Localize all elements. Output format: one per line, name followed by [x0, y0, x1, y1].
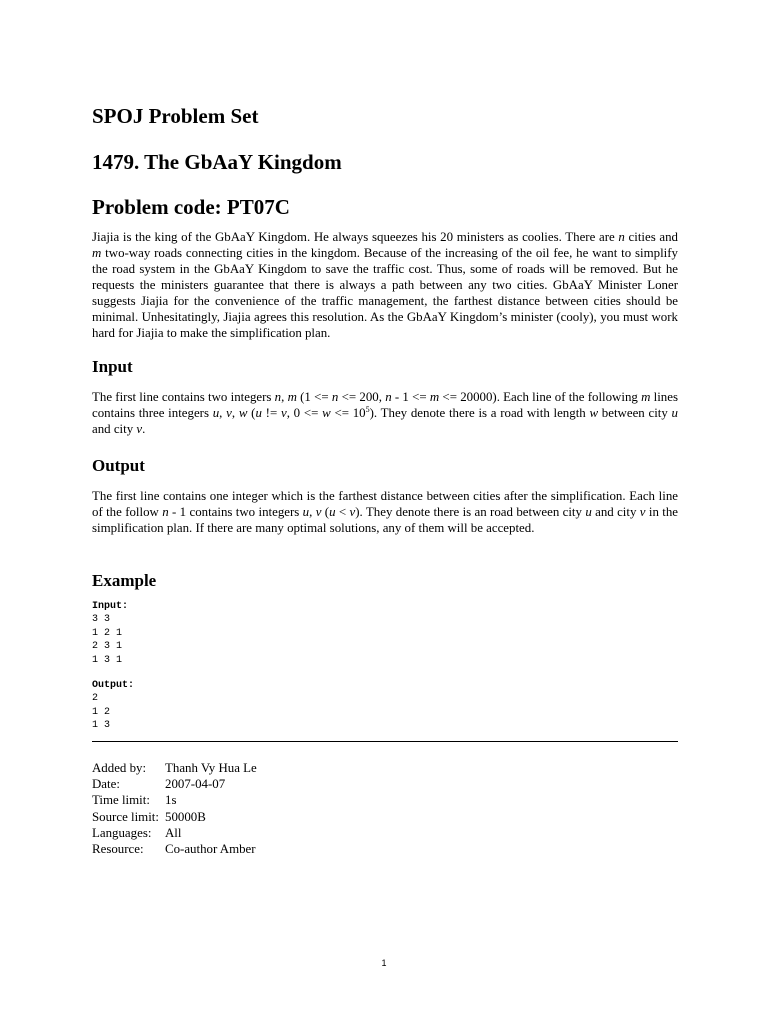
horizontal-divider: [92, 741, 678, 742]
meta-key: Added by:: [92, 761, 147, 775]
meta-value: 50000B: [165, 809, 206, 824]
example-input-line: 1 2 1: [92, 627, 123, 639]
meta-value: 2007-04-07: [165, 777, 226, 792]
example-input-line: 1 3 1: [92, 654, 123, 666]
example-input-label: Input:: [92, 601, 129, 612]
problem-title: 1479. The GbAaY Kingdom: [92, 150, 342, 174]
meta-row-languages: [92, 825, 257, 841]
meta-key: Source limit:: [92, 809, 159, 824]
meta-key: Languages:: [92, 825, 152, 840]
problem-code: Problem code: PT07C: [92, 195, 290, 219]
meta-row-resource: [92, 841, 257, 857]
example-input-block: [92, 600, 128, 667]
meta-value: Thanh Vy Hua Le: [165, 761, 257, 775]
example-output-line: 1 3: [92, 720, 111, 732]
example-output-block: [92, 679, 134, 733]
problem-set-title: SPOJ Problem Set: [92, 104, 259, 128]
problem-statement: Jiajia is the king of the GbAaY Kingdom. He always squeezes his 20 ministers as coolies. There are n cities and m two-way roads connecting cities in the kingdom. Because of the increasing of the oil fee, he want to simplify the road system in the GbAaY Kingdom to save the traffic cost. Thus, some of roads will be removed. But he requests the ministers guarantee that there is always a path between any two cities. GbAaY Minister Loner suggests Jiajia for the convenience of the traffic management, the farthest distance between cities should be minimal. Unhesitatingly, Jiajia agrees this resolution. As the GbAaY Kingdom’s minister (cooly), you must work hard for Jiajia to make the simplification plan.: [92, 230, 678, 340]
example-input-line: 2 3 1: [92, 641, 123, 653]
problem-metadata: [92, 760, 257, 857]
meta-key: Resource:: [92, 842, 144, 857]
meta-value: 1s: [165, 793, 177, 808]
meta-value: Co-author Amber: [165, 842, 256, 857]
meta-row-source-limit: [92, 809, 257, 825]
example-heading: Example: [92, 571, 157, 590]
meta-row-time-limit: [92, 792, 257, 808]
page-number: 1: [381, 958, 387, 968]
input-heading: Input: [92, 357, 133, 376]
example-output-label: Output:: [92, 680, 135, 691]
meta-key: Date:: [92, 777, 120, 792]
example-input-line: 3 3: [92, 614, 111, 626]
output-heading: Output: [92, 456, 145, 475]
example-output-line: 2: [92, 693, 99, 705]
input-description: The first line contains two integers n, m (1 <= n <= 200, n - 1 <= m <= 20000). Each line of the following m lines contains three integers u, v, w (u != v, $0 <= w <= 10^5$). They denote there is a road with length w between city u and city v.: [92, 390, 678, 436]
meta-row-date: [92, 776, 257, 792]
output-description: The first line contains one integer which is the farthest distance between cities after the simplification. Each line of the follow n - 1 contains two integers u, v (u < v). They denote there is an road between city u and city v in the simplification plan. If there are many optimal solutions, any of them will be accepted.: [92, 489, 679, 535]
meta-key: Time limit:: [92, 793, 150, 808]
meta-value: All: [165, 825, 182, 840]
example-output-line: 1 2: [92, 706, 111, 718]
meta-row-added-by: [92, 760, 257, 776]
